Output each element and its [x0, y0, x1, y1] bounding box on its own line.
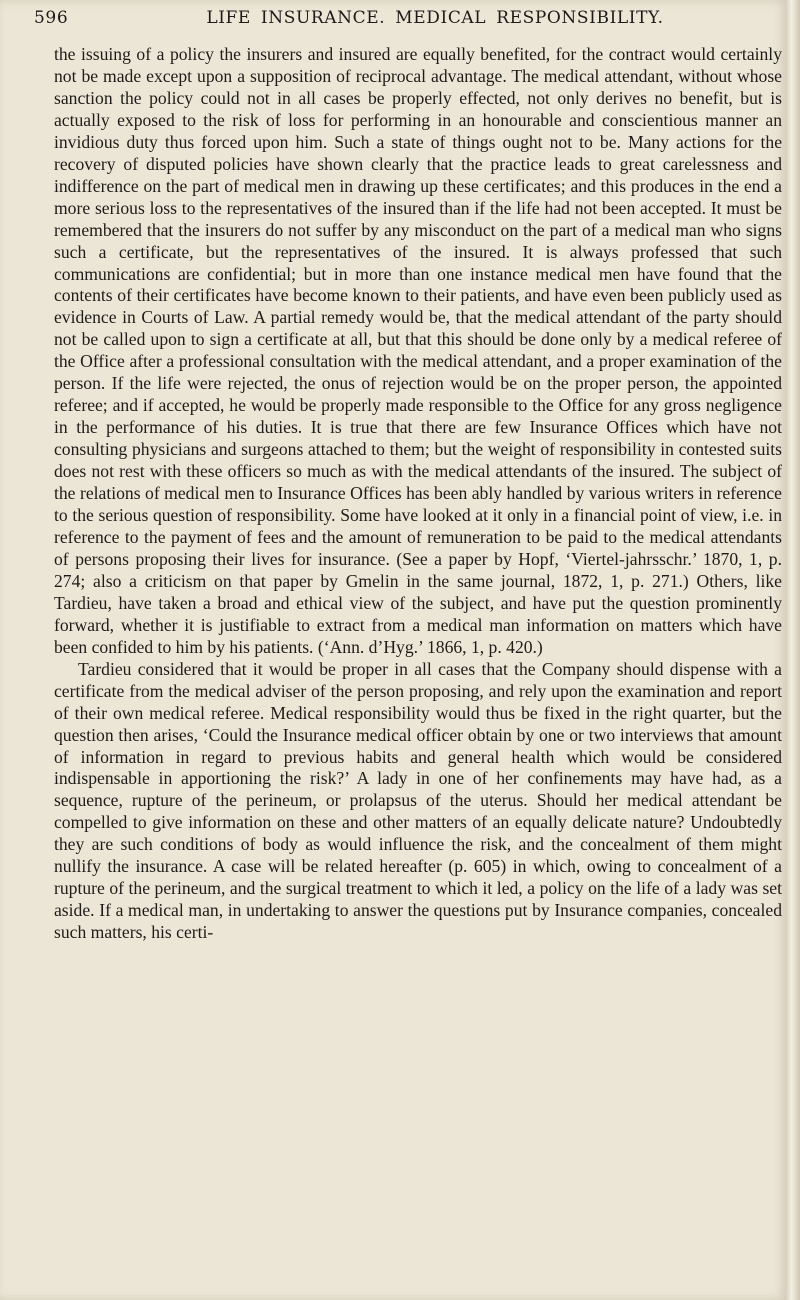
page-header	[34, 8, 764, 32]
paragraph-2: Tardieu considered that it would be proper in all cases that the Company should dispense with a certificate from the medical adviser of the person proposing, and rely upon the examination and report of their own medical referee. Medical responsibility would thus be fixed in the right quarter, but the question then arises, ‘Could the Insurance medical officer obtain by one or two interviews that amount of information in regard to previous habits and general health which would be considered indispensable in apportioning the risk?’ A lady in one of her confinements may have had, as a sequence, rupture of the perineum, or prolapsus of the uterus. Should her medical attendant be compelled to give information on these and other matters of an equally delicate nature? Undoubtedly they are such conditions of body as would influence the risk, and the concealment of them might nullify the insurance. A case will be related hereafter (p. 605) in which, owing to concealment of a rupture of the perineum, and the surgical treatment to which it led, a policy on the life of a lady was set aside. If a medical man, in undertaking to answer the questions put by Insurance companies, concealed such matters, his certi-	[54, 658, 782, 943]
running-head: LIFE INSURANCE. MEDICAL RESPONSIBILITY.	[206, 8, 664, 28]
body-text	[54, 44, 782, 944]
page-edge	[786, 0, 800, 1300]
page-number: 596	[34, 8, 69, 28]
paragraph-1: the issuing of a policy the insurers and insured are equally benefited, for the contract would certainly not be made except upon a supposition of reciprocal advantage. The medical attendant, without whose sanction the policy could not in all cases be properly effected, not only derives no benefit, but is actually exposed to the risk of loss for performing in an honourable and conscientious manner an invidious duty thus forced upon him. Such a state of things ought not to be. Many actions for the recovery of disputed policies have shown clearly that the practice leads to great carelessness and indifference on the part of medical men in drawing up these certificates; and this produces in the end a more serious loss to the representatives of the insured than if the life had not been accepted. It must be remembered that the insurers do not suffer by any misconduct on the part of a medical man who signs such a certificate, but the representatives of the insured. It is always professed that such communications are confidential; but in more than one instance medical men have found that the contents of their certificates have become known to their patients, and have even been publicly used as evidence in Courts of Law. A partial remedy would be, that the medical attendant of the party should not be called upon to sign a certificate at all, but that this should be done only by a medical referee of the Office after a professional consultation with the medical attendant, and a proper examination of the person. If the life were rejected, the onus of rejection would be on the proper person, the appointed referee; and if accepted, he would be properly made responsible to the Office for any gross negligence in the performance of his duties. It is true that there are few Insurance Offices which have not consulting physicians and surgeons attached to them; but the weight of responsibility in contested suits does not rest with these officers so much as with the medical attendants of the insured. The subject of the relations of medical men to Insurance Offices has been ably handled by various writers in reference to the serious question of responsibility. Some have looked at it only in a financial point of view, i.e. in reference to the payment of fees and the amount of remuneration to be paid to the medical attendants of persons proposing their lives for insurance. (See a paper by Hopf, ‘Viertel-jahrsschr.’ 1870, 1, p. 274; also a criticism on that paper by Gmelin in the same journal, 1872, 1, p. 271.) Others, like Tardieu, have taken a broad and ethical view of the subject, and have put the question prominently forward, whether it is justifiable to extract from a medical man information on matters which have been confided to him by his patients. (‘Ann. d’Hyg.’ 1866, 1, p. 420.)	[54, 44, 782, 657]
